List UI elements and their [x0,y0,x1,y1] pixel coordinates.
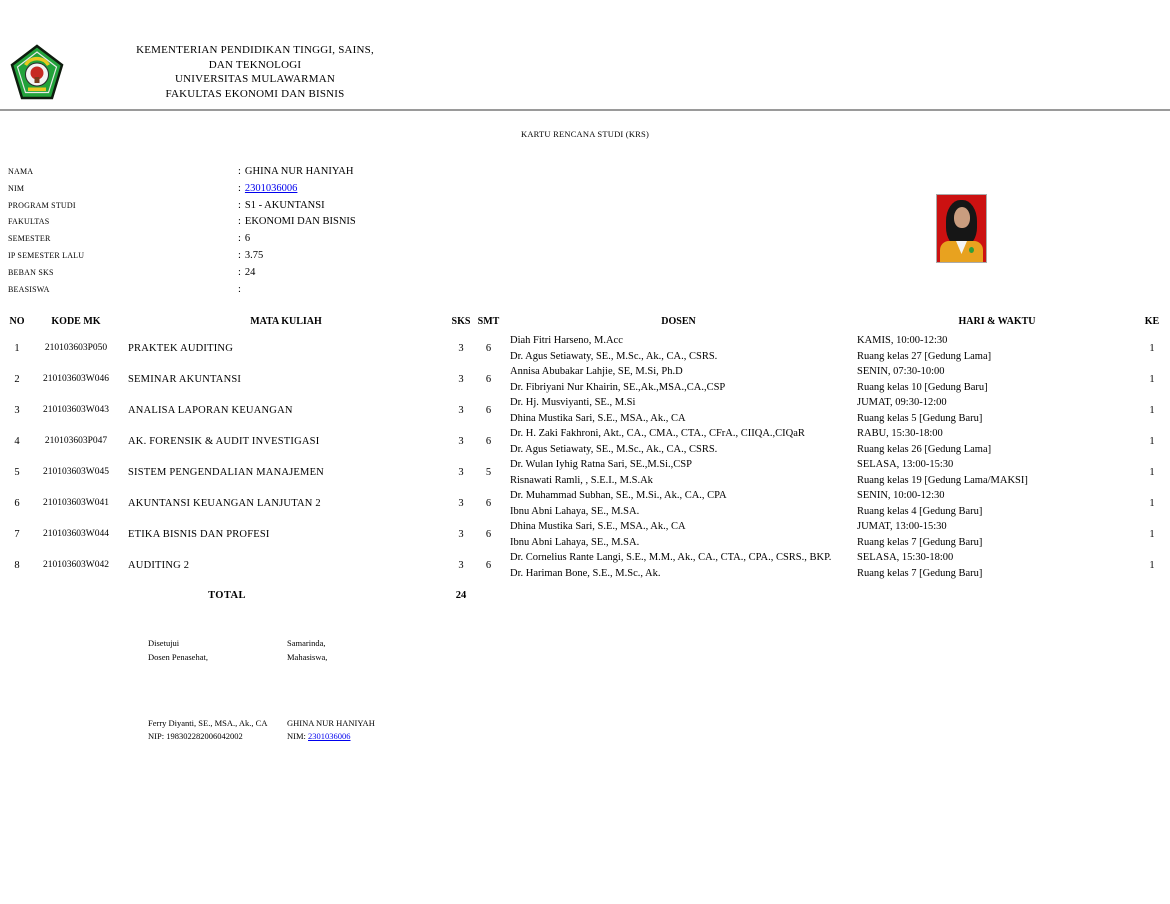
student-photo [936,194,987,263]
hari-waktu-line: Ruang kelas 4 [Gedung Baru] [857,505,983,517]
dosen-line: Dr. Wulan Iyhig Ratna Sari, SE.,M.Si.,CSP [510,459,692,470]
header-sks: SKS [451,316,471,327]
cell-sks: 3 [458,435,464,447]
info-label: PROGRAM STUDI [8,200,76,210]
total-sks-value: 24 [455,590,467,601]
cell-smt: 6 [485,528,492,540]
advisor-signature [148,637,287,744]
cell-hari-waktu [852,550,1142,581]
hari-waktu-line: Ruang kelas 7 [Gedung Baru] [857,536,983,548]
student-info-row [8,216,356,233]
student-signature [287,637,375,744]
cell-sks: 3 [458,528,464,540]
hari-waktu-line: Ruang kelas 7 [Gedung Baru] [857,567,983,579]
course-row [4,550,1162,581]
info-label: BEBAN SKS [8,267,54,277]
cell-hari-waktu [852,395,1142,426]
info-value: S1 - AKUNTANSI [244,199,325,211]
header-ke: KE [1144,316,1160,327]
dosen-line: Dr. Hj. Musviyanti, SE., M.Si [510,397,636,408]
student-info-row [8,166,356,183]
cell-no: 1 [14,342,20,354]
info-value: EKONOMI DAN BISNIS [244,216,356,228]
student-info-row [8,200,356,217]
course-row [4,333,1162,364]
cell-sks: 3 [458,373,464,385]
dosen-line: Dr. Muhammad Subhan, SE., M.Si., Ak., CA., CPA [510,490,727,501]
dosen-line: Dhina Mustika Sari, S.E., MSA., Ak., CA [510,412,686,424]
header-no: NO [9,316,25,327]
advisor-name: Ferry Diyanti, SE., MSA., Ak., CA [148,717,268,728]
cell-no: 3 [14,404,20,416]
info-label: NIM [8,183,25,193]
student-nim-line [287,730,375,744]
cell-mata: AK. FORENSIK & AUDIT INVESTIGASI [128,435,320,447]
info-colon: : [238,216,241,228]
cell-ke: 1 [1149,435,1155,447]
cell-mata: SISTEM PENGENDALIAN MANAJEMEN [128,466,324,478]
info-colon: : [238,199,241,211]
cell-mata: SEMINAR AKUNTANSI [128,373,242,385]
cell-dosen [505,395,852,426]
dosen-line: Dr. Agus Setiawaty, SE., M.Sc., Ak., CA., CSRS. [510,350,718,362]
cell-dosen [505,364,852,395]
cell-mata: ETIKA BISNIS DAN PROFESI [128,528,270,540]
info-colon: : [238,166,241,177]
student-name: GHINA NUR HANIYAH [287,717,375,728]
info-value [245,183,298,194]
info-label: NAMA [8,167,34,176]
cell-no: 6 [14,497,20,509]
header-kode-mk: KODE MK [51,316,101,327]
nim-label: NIM: [287,731,306,742]
student-signature-space [287,665,375,717]
cell-kode: 210103603W044 [43,528,109,539]
cell-sks: 3 [458,466,464,478]
cell-smt: 6 [485,404,492,416]
dosen-line: Dr. Agus Setiawaty, SE., M.Sc., Ak., CA., CSRS. [510,443,718,455]
student-role: Mahasiswa, [287,651,328,662]
info-label: BEASISWA [8,284,50,294]
cell-ke: 1 [1149,497,1155,509]
info-value: GHINA NUR HANIYAH [244,166,354,177]
student-info [8,166,356,300]
cell-ke: 1 [1149,404,1155,416]
hari-waktu-line: JUMAT, 09:30-12:00 [857,397,947,408]
info-colon: : [238,266,241,278]
cell-ke: 1 [1149,342,1155,354]
cell-kode: 210103603W041 [43,497,109,508]
hari-waktu-line: SENIN, 07:30-10:00 [857,366,945,377]
universitas-mulawarman-logo-icon [10,44,64,101]
hari-waktu-line: Ruang kelas 27 [Gedung Lama] [857,350,992,362]
total-row [4,581,1162,604]
dosen-line: Ibnu Abni Lahaya, SE., M.SA. [510,505,640,517]
header-smt: SMT [477,316,500,327]
info-value: 6 [244,233,251,245]
course-row [4,395,1162,426]
cell-ke: 1 [1149,373,1155,385]
course-row [4,519,1162,550]
course-row [4,488,1162,519]
dosen-line: Diah Fitri Harseno, M.Acc [510,335,623,346]
cell-no: 7 [14,528,20,540]
total-label: TOTAL [208,590,246,601]
student-city: Samarinda, [287,638,326,648]
cell-kode: 210103603P047 [44,435,108,446]
student-info-row [8,233,356,250]
header-hari-waktu: HARI & WAKTU [958,316,1036,327]
course-table-body [4,333,1162,581]
info-value: 24 [244,266,256,278]
course-row [4,364,1162,395]
document-title: KARTU RENCANA STUDI (KRS) [521,129,649,139]
cell-no: 2 [14,373,20,385]
cell-smt: 6 [485,435,492,447]
cell-smt: 5 [485,466,492,478]
cell-smt: 6 [485,497,492,509]
hari-waktu-line: SELASA, 13:00-15:30 [857,459,954,470]
hari-waktu-line: Ruang kelas 19 [Gedung Lama/MAKSI] [857,474,1028,486]
cell-kode: 210103603P050 [44,342,108,353]
student-info-row [8,267,356,284]
letterhead-line: FAKULTAS EKONOMI DAN BISNIS [165,87,345,100]
hari-waktu-line: KAMIS, 10:00-12:30 [857,335,948,346]
header-dosen: DOSEN [661,316,696,327]
signature-block [148,637,375,744]
letterhead-line: KEMENTERIAN PENDIDIKAN TINGGI, SAINS, [136,44,374,56]
header-mata-kuliah: MATA KULIAH [250,316,322,327]
cell-dosen [505,426,852,457]
cell-hari-waktu [852,426,1142,457]
letterhead-line: DAN TEKNOLOGI [208,58,302,71]
student-info-row [8,284,356,301]
cell-mata: AKUNTANSI KEUANGAN LANJUTAN 2 [128,497,321,509]
hari-waktu-line: Ruang kelas 5 [Gedung Baru] [857,412,983,424]
cell-no: 5 [14,466,20,478]
cell-hari-waktu [852,333,1142,364]
cell-hari-waktu [852,457,1142,488]
cell-dosen [505,519,852,550]
dosen-line: Dhina Mustika Sari, S.E., MSA., Ak., CA [510,521,686,532]
dosen-line: Dr. Hariman Bone, S.E., M.Sc., Ak. [510,567,661,579]
dosen-line: Ibnu Abni Lahaya, SE., M.SA. [510,536,640,548]
cell-sks: 3 [458,342,464,354]
cell-dosen [505,333,852,364]
dosen-line: Dr. H. Zaki Fakhroni, Akt., CA., CMA., CTA., CFrA., CIIQA.,CIQaR [510,428,805,439]
student-info-row [8,250,356,267]
cell-dosen [505,457,852,488]
cell-dosen [505,488,852,519]
cell-smt: 6 [485,373,492,385]
photo-badge-shape [969,247,974,253]
dosen-line: Annisa Abubakar Lahjie, SE, M.Si, Ph.D [510,366,683,377]
dosen-line: Dr. Cornelius Rante Langi, S.E., M.M., Ak., CA., CTA., CPA., CSRS., BKP. [510,552,832,563]
advisor-role: Dosen Penasehat, [148,651,208,662]
advisor-nip-line [148,730,287,744]
hari-waktu-line: Ruang kelas 26 [Gedung Lama] [857,443,992,455]
cell-no: 4 [14,435,20,447]
course-row [4,457,1162,488]
nim-link[interactable]: 2301036006 [308,731,351,742]
letterhead-line: UNIVERSITAS MULAWARMAN [174,73,335,85]
cell-sks: 3 [458,404,464,416]
cell-ke: 1 [1149,559,1155,571]
photo-face-shape [954,207,970,228]
dosen-line: Risnawati Ramli, , S.E.I., M.S.Ak [510,474,653,486]
cell-dosen [505,550,852,581]
dosen-line: Dr. Fibriyani Nur Khairin, SE.,Ak.,MSA.,CA.,CSP [510,381,726,393]
cell-mata: PRAKTEK AUDITING [128,342,233,354]
nim-link[interactable]: 2301036006 [244,182,298,194]
cell-kode: 210103603W045 [43,466,109,477]
hari-waktu-line: Ruang kelas 10 [Gedung Baru] [857,381,988,393]
cell-smt: 6 [485,342,492,354]
cell-smt: 6 [485,559,492,571]
cell-ke: 1 [1149,466,1155,478]
info-value: 3.75 [244,249,264,261]
cell-no: 8 [14,559,20,571]
letterhead [95,43,415,101]
course-row [4,426,1162,457]
info-colon: : [238,233,241,245]
info-label: SEMESTER [8,234,51,244]
advisor-heading: Disetujui [148,638,180,648]
cell-hari-waktu [852,519,1142,550]
hari-waktu-line: JUMAT, 13:00-15:30 [857,521,947,532]
hari-waktu-line: SENIN, 10:00-12:30 [857,490,945,501]
cell-hari-waktu [852,488,1142,519]
info-label: IP SEMESTER LALU [8,250,85,260]
info-colon: : [238,283,241,295]
header-divider [0,109,1170,111]
student-info-row [8,183,356,200]
cell-mata: ANALISA LAPORAN KEUANGAN [128,404,293,416]
cell-mata: AUDITING 2 [128,559,190,571]
info-label: FAKULTAS [8,217,50,227]
info-colon: : [238,249,241,261]
hari-waktu-line: RABU, 15:30-18:00 [857,428,943,439]
hari-waktu-line: SELASA, 15:30-18:00 [857,552,954,563]
cell-kode: 210103603W042 [43,559,109,570]
cell-kode: 210103603W043 [43,404,109,415]
course-table [4,315,1162,604]
info-colon: : [238,182,241,194]
course-table-header-row [4,315,1162,333]
cell-sks: 3 [458,559,464,571]
cell-kode: 210103603W046 [43,373,109,384]
cell-ke: 1 [1149,528,1155,540]
cell-hari-waktu [852,364,1142,395]
nip-value: 198302282006042002 [166,731,243,742]
advisor-signature-space [148,665,287,717]
cell-sks: 3 [458,497,464,509]
nip-label: NIP: [148,731,165,742]
